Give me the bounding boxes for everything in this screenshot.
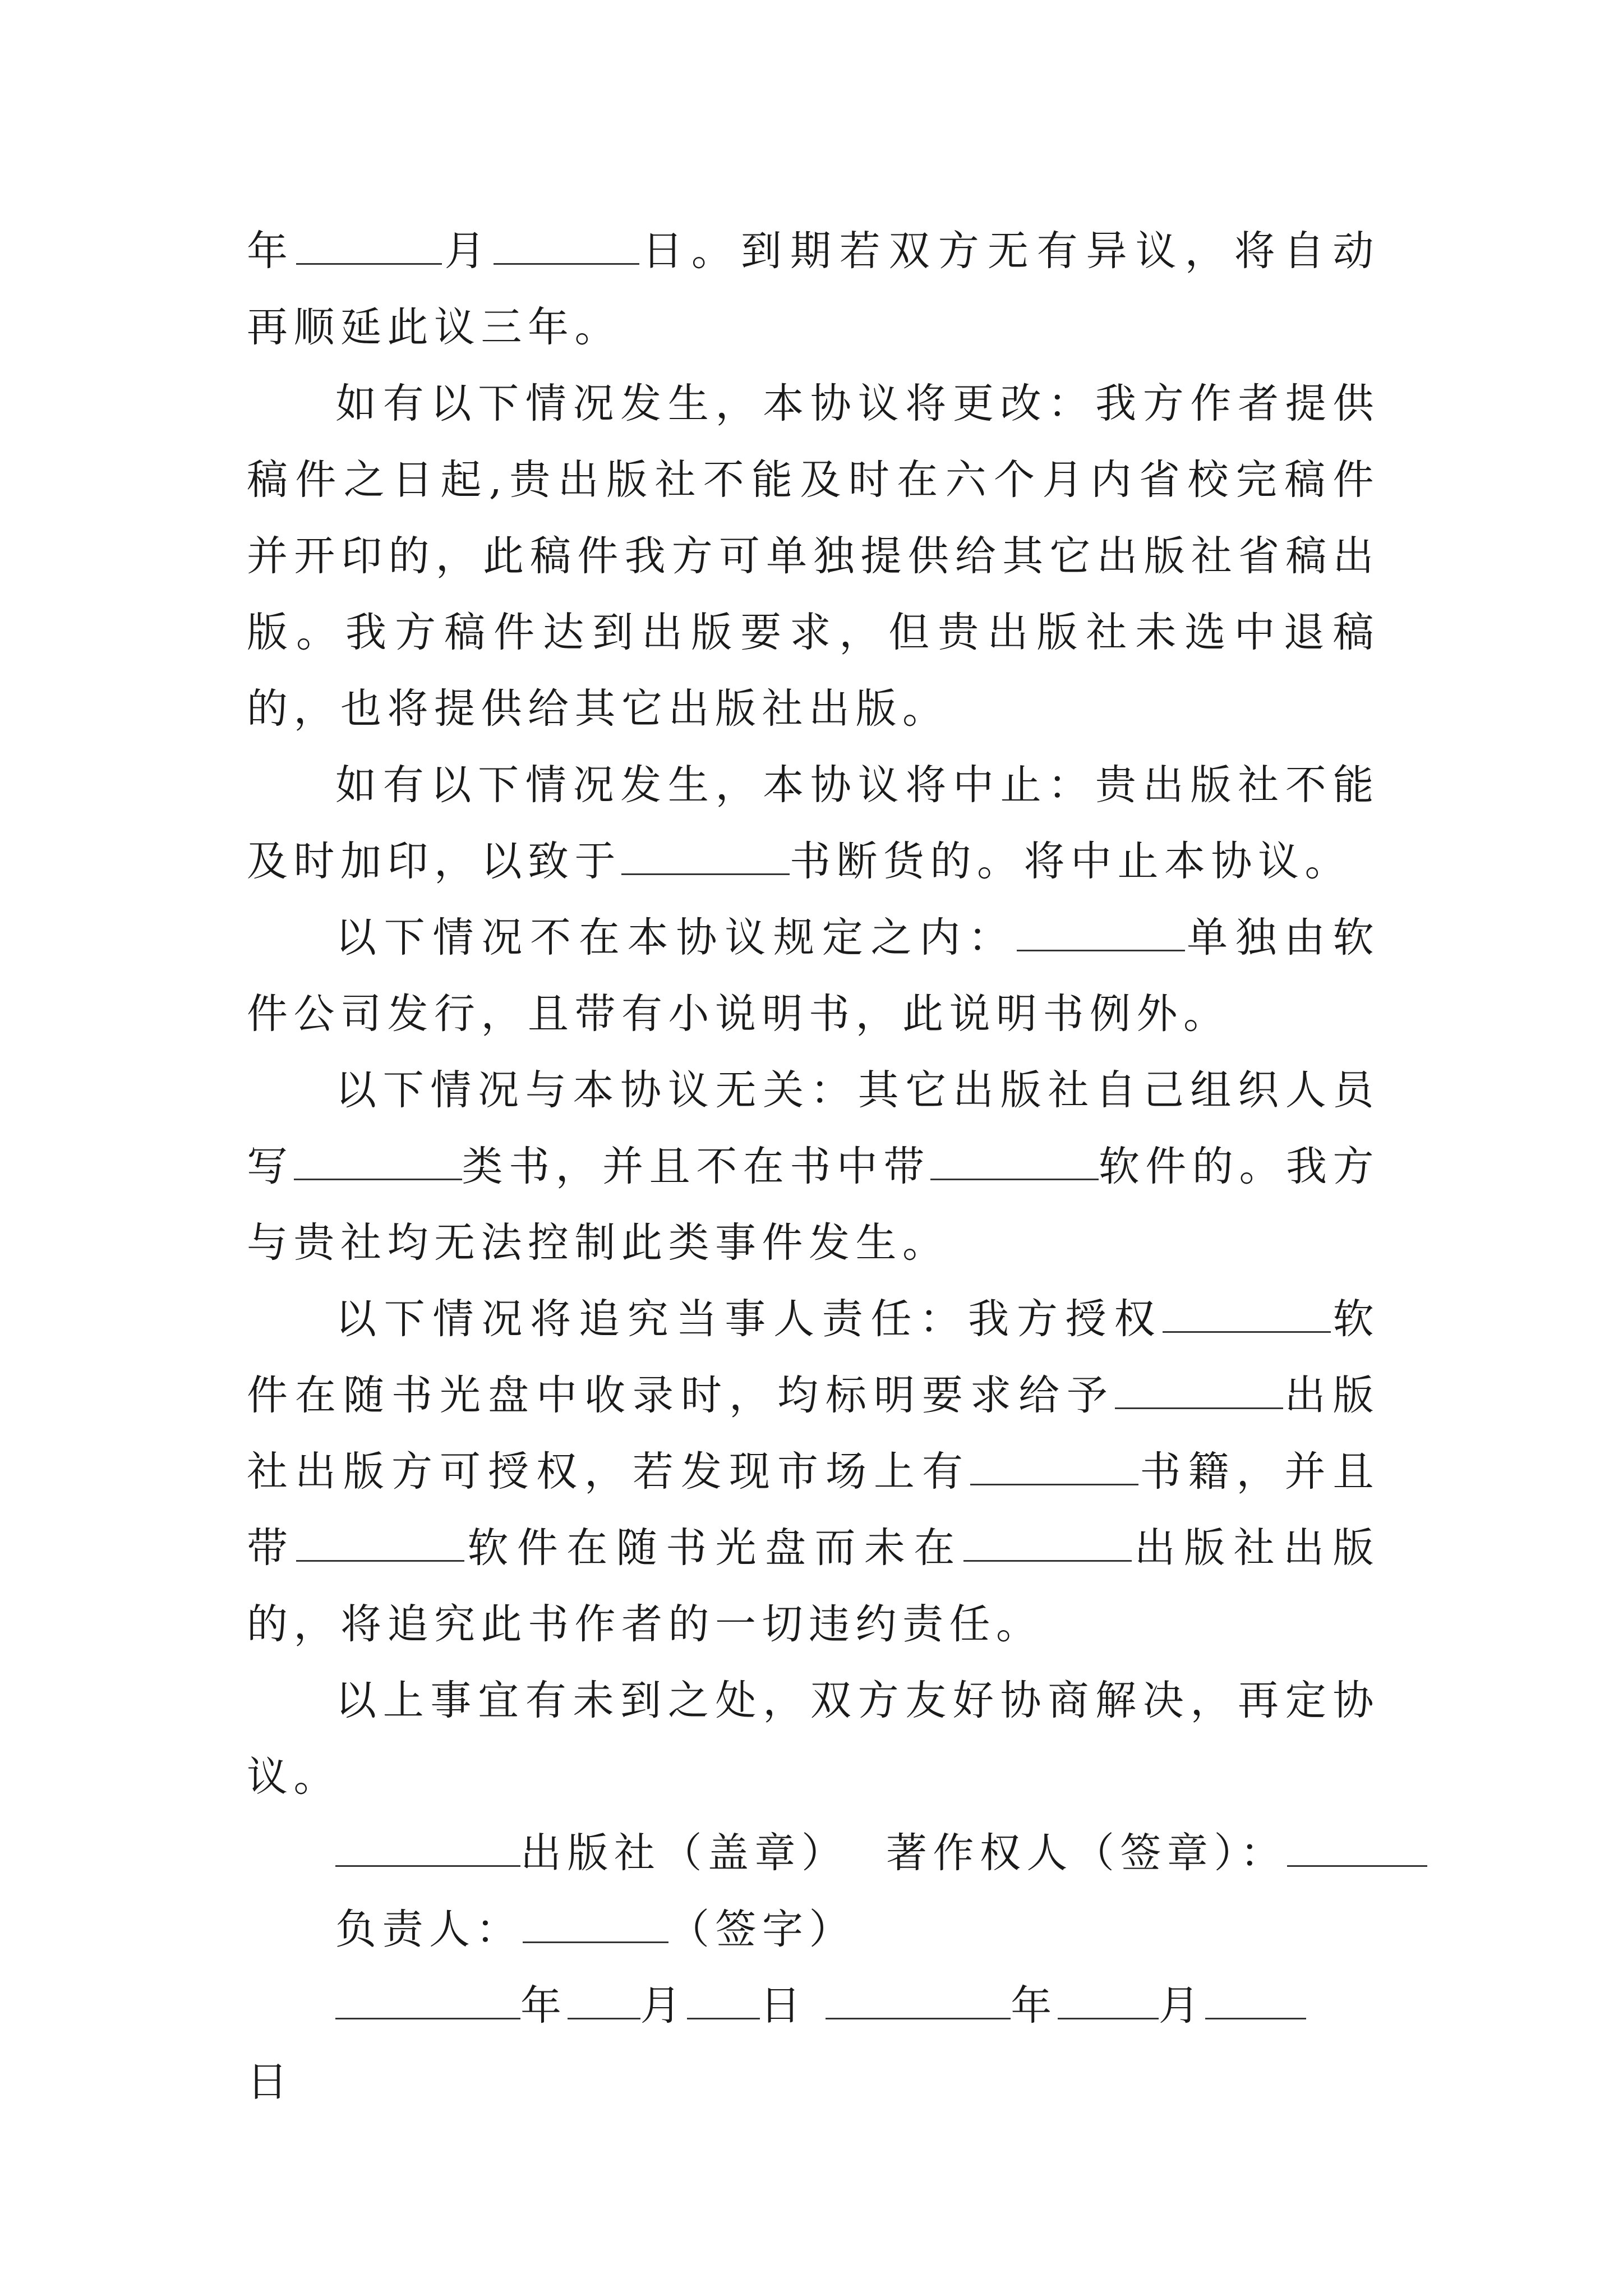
month-label: 月 [640, 1982, 687, 2030]
text: 年 [247, 227, 296, 275]
paragraph-unrelated [247, 1052, 1380, 1281]
text: 月 [441, 227, 494, 275]
signature-line-parties [247, 1815, 1380, 1892]
signature-line-person [247, 1892, 1380, 1968]
blank-line [335, 1826, 520, 1867]
text: 如有以下情况发生，本协议将中止：贵出版社不能及时加印，以致于 [247, 761, 1380, 885]
blank-line [826, 1979, 1011, 2019]
text: 书断货的。将中止本协议。 [790, 838, 1352, 885]
blank-line [687, 1979, 760, 2019]
text: 以下情况与本协议无关：其它出版社自己组织人员写 [247, 1066, 1380, 1190]
blank-line [1163, 1292, 1331, 1333]
text: 软件在随书光盘而未在 [464, 1524, 963, 1572]
publisher-seal-label: 出版社（盖章） [520, 1829, 849, 1877]
date-line [247, 1968, 1380, 2044]
year-label: 年 [1011, 1982, 1058, 2030]
blank-line [335, 1979, 520, 2019]
text: 软件的。我方与贵社均无法控制此类事件发生。 [247, 1143, 1380, 1267]
blank-line [963, 1521, 1132, 1562]
text: 以下情况将追究当事人责任：我方授权 [335, 1295, 1163, 1343]
blank-line [294, 1140, 462, 1180]
text: 以下情况不在本协议规定之内： [335, 914, 1017, 961]
blank-line [621, 835, 790, 875]
text: 书籍，并且带 [247, 1448, 1380, 1572]
contract-document [247, 213, 1380, 2120]
day-label: 日 [247, 2058, 294, 2106]
paragraph-exclusion [247, 900, 1380, 1052]
paragraph-liability [247, 1281, 1380, 1663]
blank-line [1115, 1369, 1283, 1409]
blank-line [1017, 911, 1185, 951]
paragraph-suspend [247, 747, 1380, 900]
paragraph-term [247, 213, 1380, 366]
author-seal-label: 著作权人（签章）： [886, 1829, 1287, 1877]
paragraph-closing: 以上事宜有未到之处，双方友好协商解决，再定协议。 [247, 1677, 1380, 1801]
text: 单独由软件公司发行，且带有小说明书，此说明书例外。 [247, 914, 1380, 1038]
signature-label: （签字） [668, 1906, 856, 1953]
person-in-charge-label: 负责人： [335, 1906, 523, 1953]
text: 出版社出版的，将追究此书作者的一切违约责任。 [247, 1524, 1380, 1648]
text: 出版社出版方可授权，若发现市场上有 [247, 1372, 1380, 1496]
blank-line [1058, 1979, 1159, 2019]
year-label: 年 [520, 1982, 568, 2030]
blank-line [523, 1903, 668, 1943]
month-label: 月 [1158, 1982, 1206, 2030]
blank-line [930, 1140, 1099, 1180]
text: 类书，并且不在书中带 [462, 1143, 930, 1190]
blank-line [1287, 1826, 1427, 1867]
date-line-continued [247, 2044, 1380, 2120]
blank-line [494, 224, 639, 265]
text: 软件在随书光盘中收录时，均标明要求给予 [247, 1295, 1380, 1419]
blank-line [970, 1445, 1138, 1485]
day-label: 日 [760, 1982, 807, 2030]
blank-line [296, 224, 442, 265]
blank-line [1205, 1979, 1306, 2019]
paragraph-change: 如有以下情况发生，本协议将更改：我方作者提供稿件之日起,贵出版社不能及时在六个月内省校完稿件并开印的，此稿件我方可单独提供给其它出版社省稿出版。我方稿件达到出版要求，但贵出版社未选中退稿的，也将提供给其它出版社出版。 [247, 380, 1380, 733]
text: 日。到期若双方无有异议，将自动再顺延此议三年。 [247, 227, 1380, 351]
blank-line [296, 1521, 464, 1562]
blank-line [568, 1979, 640, 2019]
